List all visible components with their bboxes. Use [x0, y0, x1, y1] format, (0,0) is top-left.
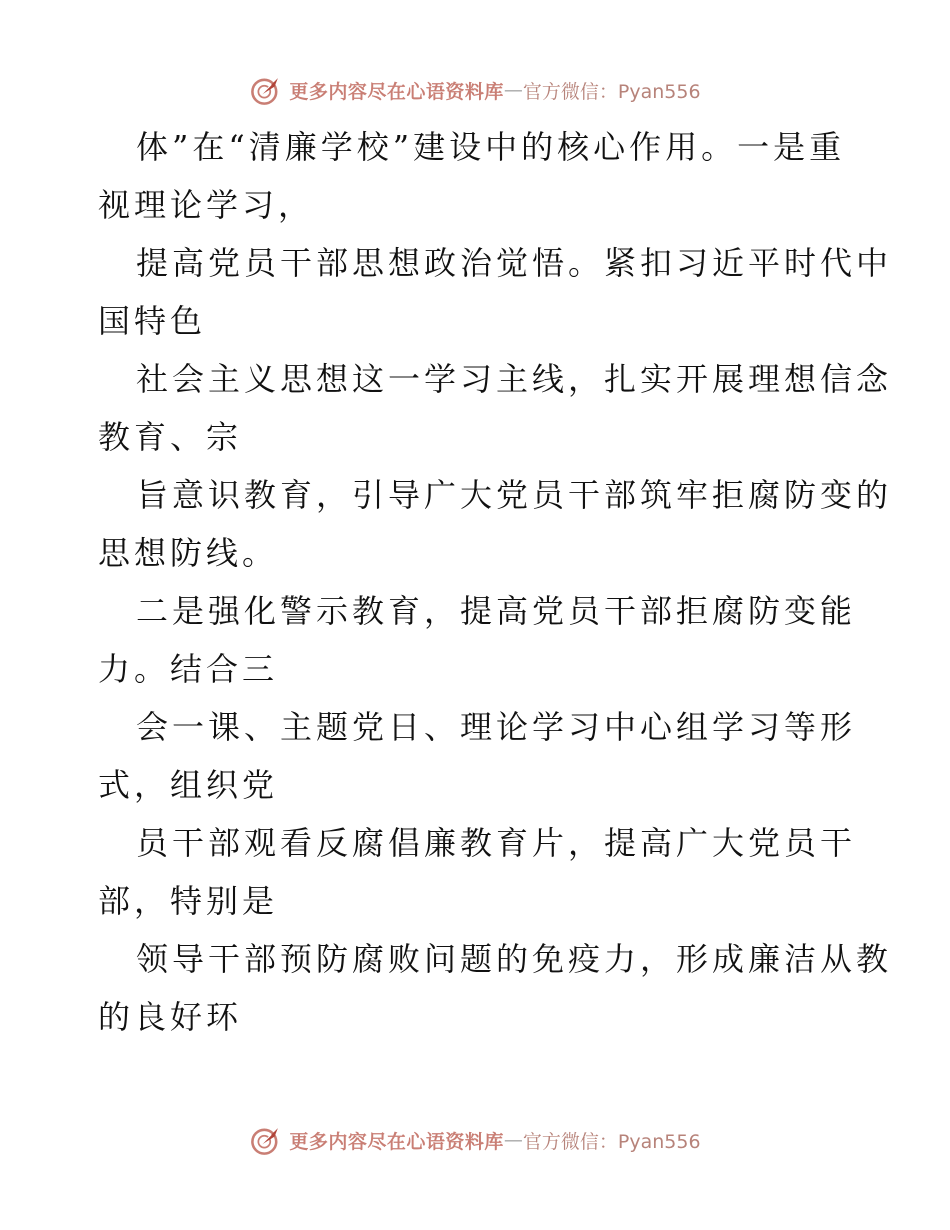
text-line: 国特色 [98, 302, 207, 340]
quill-logo-icon [249, 73, 283, 107]
quill-logo-icon [249, 1123, 283, 1157]
text-line: 视理论学习， [98, 186, 315, 224]
text-line: 提高党员干部思想政治觉悟。紧扣习近平时代中 [136, 244, 893, 282]
banner-site-text: 更多内容尽在心语资料库 [289, 1130, 504, 1153]
text-line: 员干部观看反腐倡廉教育片，提高广大党员干 [136, 824, 857, 862]
text-line: 力。结合三 [98, 650, 279, 688]
header-banner [0, 70, 950, 110]
text-line: 教育、宗 [98, 418, 243, 456]
text-line: 部，特别是 [98, 882, 279, 920]
document-body [98, 118, 893, 1046]
text-line: 式，组织党 [98, 766, 279, 804]
text-line: 旨意识教育，引导广大党员干部筑牢拒腐防变的 [136, 476, 893, 514]
text-line: 二是强化警示教育，提高党员干部拒腐防变能 [136, 592, 857, 630]
banner-site-text: 更多内容尽在心语资料库 [289, 80, 504, 103]
text-line: 会一课、主题党日、理论学习中心组学习等形 [136, 708, 857, 746]
text-line: 体”在“清廉学校”建设中的核心作用。一是重 [136, 128, 846, 166]
footer-banner [0, 1120, 950, 1160]
banner-separator: — [503, 79, 523, 101]
banner-wechat-label: 官方微信：Pyan556 [522, 1130, 701, 1153]
text-line: 思想防线。 [98, 534, 279, 572]
banner-wechat-label: 官方微信：Pyan556 [522, 80, 701, 103]
text-line: 的良好环 [98, 998, 243, 1036]
text-line: 社会主义思想这一学习主线，扎实开展理想信念 [136, 360, 893, 398]
text-line: 领导干部预防腐败问题的免疫力，形成廉洁从教 [136, 940, 893, 978]
banner-separator: — [503, 1129, 523, 1151]
